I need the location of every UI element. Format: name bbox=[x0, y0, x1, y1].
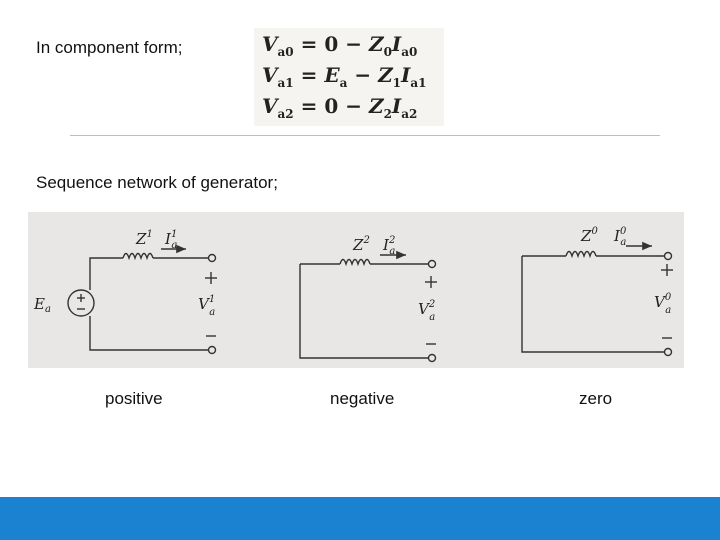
eq2-rhs-b-sub: 2 bbox=[383, 107, 392, 121]
zero-z-symbol: $Z^0$ bbox=[581, 226, 598, 245]
eq2-rhs-a: 0 bbox=[324, 94, 339, 118]
negative-label: negative bbox=[330, 389, 395, 408]
zero-label: zero bbox=[579, 389, 613, 408]
voltage-source-icon bbox=[68, 290, 94, 316]
negative-terminal-bottom bbox=[429, 355, 436, 362]
positive-terminal-top bbox=[209, 255, 216, 262]
zero-terminal-top bbox=[665, 253, 672, 260]
eq0-lhs: V bbox=[262, 32, 278, 56]
eq1-lhs-sub: a1 bbox=[277, 76, 294, 90]
eq1-rhs-a: E bbox=[324, 63, 340, 87]
eq2-rhs-c-sub: a2 bbox=[401, 107, 418, 121]
negative-z-symbol: $Z^2$ bbox=[353, 235, 370, 254]
eq2-lhs: V bbox=[262, 94, 278, 118]
eq2-rhs-c: I bbox=[391, 94, 402, 118]
eq1-rhs-a-sub: a bbox=[339, 76, 348, 90]
inductor-negative-icon bbox=[340, 260, 370, 265]
sequence-network-label: Sequence network of generator; bbox=[36, 173, 278, 192]
eq2-lhs-sub: a2 bbox=[277, 107, 294, 121]
eq0-rhs-b: Z bbox=[368, 32, 384, 56]
equation-v-a0: $V_{a0} = 0 - Z_0I_{a0}$ bbox=[262, 32, 418, 59]
zero-i-symbol: $I^0$ a bbox=[614, 226, 627, 248]
negative-terminal-top bbox=[429, 261, 436, 268]
eq1-lhs: V bbox=[262, 63, 278, 87]
eq2-rhs-b: Z bbox=[368, 94, 384, 118]
eq0-rhs-c: I bbox=[391, 32, 402, 56]
zero-terminal-bottom bbox=[665, 349, 672, 356]
equations-image bbox=[254, 28, 444, 126]
eq1-rhs-b: Z bbox=[378, 63, 393, 87]
positive-label: positive bbox=[105, 389, 163, 408]
eq0-lhs-sub: a0 bbox=[277, 45, 294, 59]
component-form-label: In component form; bbox=[36, 38, 183, 57]
zero-v-symbol: $V^0$ a bbox=[654, 292, 672, 316]
negative-wire-left-bottom bbox=[300, 264, 428, 358]
source-symbol: $E_a$ bbox=[34, 295, 51, 315]
equation-v-a2: $V_{a2} = 0 - Z_2I_{a2}$ bbox=[262, 94, 418, 121]
positive-i-symbol: $I^1$ a bbox=[165, 229, 178, 251]
eq0-rhs-a: 0 bbox=[324, 32, 339, 56]
circuits-svg bbox=[28, 212, 684, 368]
positive-wire-bottom bbox=[90, 316, 208, 350]
zero-sequence-circuit bbox=[522, 246, 673, 356]
positive-wire-top-left bbox=[90, 258, 123, 290]
eq0-rhs-b-sub: 0 bbox=[383, 45, 392, 59]
inductor-positive-icon bbox=[123, 254, 153, 259]
zero-wire-left-bottom bbox=[522, 256, 664, 352]
eq1-rhs-c: I bbox=[401, 63, 411, 87]
positive-v-symbol: $V^1$ a bbox=[198, 294, 216, 318]
negative-v-symbol: $V^2$ a bbox=[418, 299, 436, 323]
footer-bar bbox=[0, 497, 720, 540]
inductor-zero-icon bbox=[566, 252, 596, 257]
negative-sequence-circuit bbox=[300, 255, 437, 362]
eq0-rhs-c-sub: a0 bbox=[401, 45, 418, 59]
eq1-rhs-b-sub: 1 bbox=[392, 76, 402, 90]
positive-z-symbol: $Z^1$ bbox=[136, 229, 153, 248]
separator-line bbox=[70, 135, 660, 136]
positive-terminal-bottom bbox=[209, 347, 216, 354]
negative-i-symbol: $I^2$ a bbox=[383, 235, 396, 257]
sequence-network-diagram bbox=[28, 212, 684, 368]
eq1-rhs-c-sub: a1 bbox=[410, 76, 427, 90]
positive-sequence-circuit bbox=[68, 249, 217, 354]
equation-v-a1: $V_{a1} = E_a - Z_1I_{a1}$ bbox=[262, 63, 427, 90]
